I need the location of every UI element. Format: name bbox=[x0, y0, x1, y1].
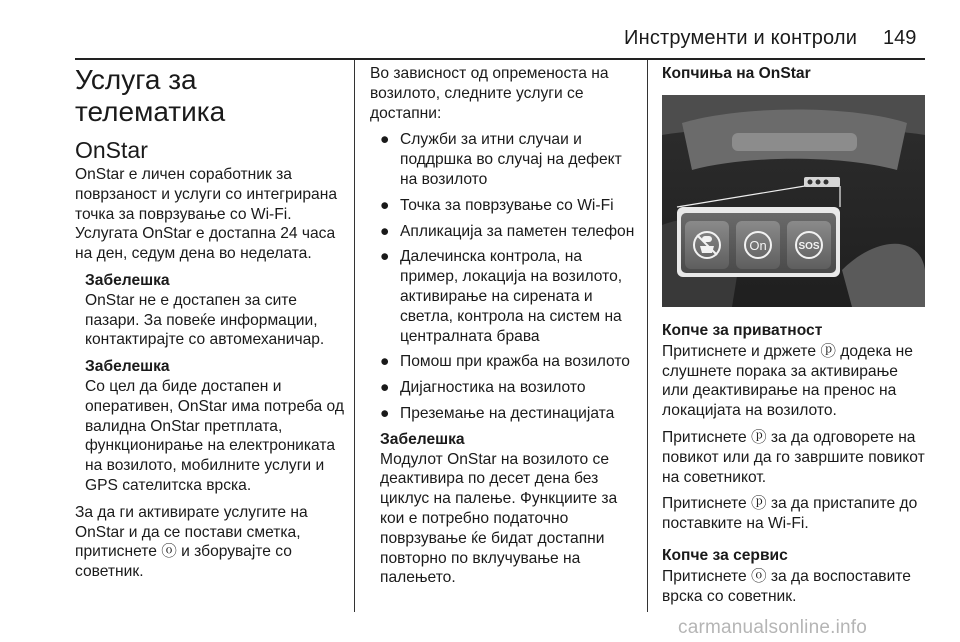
column-2 bbox=[370, 64, 638, 595]
header-divider bbox=[75, 58, 925, 60]
bullet-icon: ● bbox=[380, 404, 390, 422]
activate-paragraph: За да ги активирате услугите на OnStar и да се постави сметка, притиснете ⓞ и зборувајте со советник. bbox=[75, 503, 308, 581]
note-text: OnStar не е достапен за сите пазари. За повеќе информации, контактирајте со автомеханичар. bbox=[85, 291, 325, 349]
note-title: Забелешка bbox=[380, 430, 465, 448]
privacy-paragraph-3: Притиснете ⓟ за да пристапите до поставките на Wi-Fi. bbox=[662, 495, 918, 533]
note-title: Забелешка bbox=[85, 271, 170, 289]
note-title: Забелешка bbox=[85, 358, 170, 376]
page-header bbox=[0, 0, 960, 60]
on-button-label: On bbox=[749, 238, 767, 253]
note-text: Модулот OnStar на возилото се деактивира по десет дена без циклус на палење. Функциите за кои е потребно податочно поврзување ќе бидат достапни повторно по вклучување на палењето. bbox=[380, 450, 618, 587]
header-title: Инструменти и контроли bbox=[624, 27, 858, 49]
column-3-text bbox=[662, 321, 925, 613]
subsection-title: OnStar bbox=[75, 137, 148, 163]
privacy-button-title: Копче за приватност bbox=[662, 322, 823, 339]
services-list bbox=[370, 130, 638, 423]
list-item: ● Преземање на дестинацијата bbox=[380, 404, 615, 422]
privacy-paragraph-1: Притиснете и држете ⓟ додека не слушнете порака за активирање или деактивирање на пренос на локацијата на возилото. bbox=[662, 342, 913, 420]
section-title: Услуга за телематика bbox=[75, 64, 226, 127]
list-item: ● Апликација за паметен телефон bbox=[380, 222, 635, 240]
note-1 bbox=[75, 271, 347, 350]
watermark: carmanualsonline.info bbox=[678, 617, 868, 638]
page-number: 149 bbox=[883, 27, 917, 49]
note-3 bbox=[370, 430, 638, 588]
list-item: ● Точка за поврзување со Wi-Fi bbox=[380, 196, 614, 214]
services-intro: Во зависност од опременоста на возилото, следните услуги се достапни: bbox=[370, 65, 609, 122]
bullet-icon: ● bbox=[380, 196, 390, 214]
note-2 bbox=[75, 357, 347, 496]
column-divider-1 bbox=[354, 60, 355, 612]
note-text: Со цел да биде достапен и оперативен, OnStar има потреба од валидна OnStar претплата, функционирање на електрониката на возилото, мобилните услуги и GPS сателитска врска. bbox=[85, 377, 344, 494]
bullet-icon: ● bbox=[380, 248, 390, 266]
column-3 bbox=[662, 64, 925, 84]
onstar-buttons-photo bbox=[662, 95, 925, 307]
list-item: ● Дијагностика на возилото bbox=[380, 379, 586, 397]
column-1 bbox=[75, 64, 347, 589]
bullet-icon: ● bbox=[380, 131, 390, 149]
bullet-icon: ● bbox=[380, 353, 390, 371]
sos-button-label: SOS bbox=[798, 241, 820, 252]
list-item: ● Далечинска контрола, на пример, локација на возилото, активирање на сирената и светла, контрола на систем на централната брава bbox=[380, 248, 623, 345]
list-item: ● Служби за итни случаи и поддршка во случај на дефект на возилото bbox=[380, 131, 622, 188]
service-paragraph: Притиснете ⓞ за да воспоставите врска со советник. bbox=[662, 567, 911, 605]
service-button-title: Копче за сервис bbox=[662, 546, 788, 564]
bullet-icon: ● bbox=[380, 379, 390, 397]
bullet-icon: ● bbox=[380, 222, 390, 240]
column-divider-2 bbox=[647, 60, 648, 612]
privacy-paragraph-2: Притиснете ⓟ за да одговорете на повикот или да го завршите повикот на советникот. bbox=[662, 428, 925, 486]
list-item: ● Помош при кражба на возилото bbox=[380, 353, 630, 371]
intro-paragraph: OnStar е личен соработник за поврзаност и услуги со интегрирана точка за поврзување со Wi-Fi. Услугата OnStar е достапна 24 часа на ден, седум дена во неделата. bbox=[75, 166, 338, 263]
buttons-title: Копчиња на OnStar bbox=[662, 65, 811, 82]
